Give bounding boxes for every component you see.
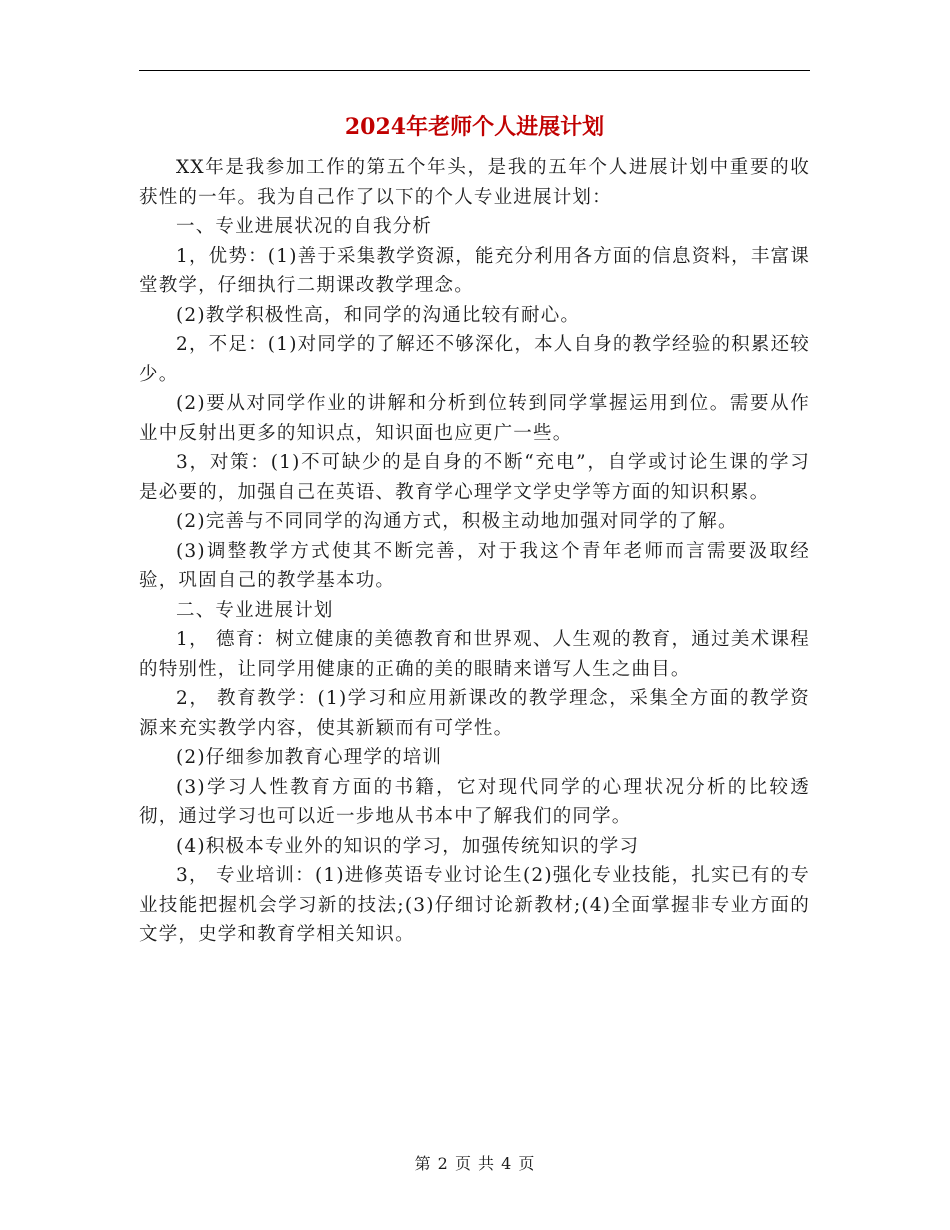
- paragraph-countermeasures-2: (2)完善与不同同学的沟通方式，积极主动地加强对同学的了解。: [176, 511, 738, 532]
- paragraph-weaknesses-2: (2)要从对同学作业的讲解和分析到位转到同学掌握运用到位。需要从作业中反射出更多的知识点，知识面也应更广一些。: [139, 393, 810, 444]
- section-heading-self-analysis: 一、专业进展状况的自我分析: [176, 216, 433, 237]
- paragraph-strengths-2: (2)教学积极性高，和同学的沟通比较有耐心。: [176, 304, 581, 326]
- section-heading-plan: 二、专业进展计划: [176, 599, 334, 621]
- paragraph-training: 3， 专业培训：(1)进修英语专业讨论生(2)强化专业技能，扎实已有的专业技能把握机会学习新的技法;(3)仔细讨论新教材;(4)全面掌握非专业方面的文学，史学和教育学相关知识。: [139, 865, 810, 945]
- footer-suffix: 页: [518, 1154, 536, 1173]
- header-rule: [139, 70, 810, 71]
- footer-middle: 页 共: [454, 1154, 496, 1173]
- paragraph-countermeasures-3: (3)调整教学方式使其不断完善，对于我这个青年老师而言需要汲取经验，巩固自己的教学基本功。: [139, 540, 810, 591]
- total-page-count: 4: [501, 1154, 513, 1173]
- document-title: 2024年老师个人进展计划: [344, 114, 605, 140]
- paragraph-teaching: 2， 教育教学：(1)学习和应用新课改的教学理念，采集全方面的教学资源来充实教学内容，使其新颖而有可学性。: [139, 688, 810, 739]
- paragraph-strengths: 1，优势：(1)善于采集教学资源，能充分利用各方面的信息资料，丰富课堂教学，仔细执行二期课改教学理念。: [139, 245, 810, 296]
- paragraph-teaching-3: (3)学习人性教育方面的书籍，它对现代同学的心理状况分析的比较透彻，通过学习也可以近一步地从书本中了解我们的同学。: [139, 776, 810, 827]
- paragraph-moral-education: 1， 德育：树立健康的美德教育和世界观、人生观的教育，通过美术课程的特别性，让同学用健康的正确的美的眼睛来谱写人生之曲目。: [139, 629, 810, 680]
- paragraph-teaching-4: (4)积极本专业外的知识的学习，加强传统知识的学习: [176, 835, 640, 857]
- footer-prefix: 第: [414, 1154, 432, 1173]
- paragraph-weaknesses: 2，不足：(1)对同学的了解还不够深化，本人自身的教学经验的积累还较少。: [139, 334, 810, 385]
- page-number-footer: [0, 1152, 950, 1176]
- paragraph-intro: XX年是我参加工作的第五个年头，是我的五年个人进展计划中重要的收获性的一年。我为自己作了以下的个人专业进展计划：: [139, 157, 810, 208]
- document-body: [139, 153, 810, 950]
- paragraph-teaching-2: (2)仔细参加教育心理学的培训: [176, 747, 443, 768]
- paragraph-countermeasures: 3，对策：(1)不可缺少的是自身的不断“充电”，自学或讨论生课的学习是必要的，加强自己在英语、教育学心理学文学史学等方面的知识积累。: [139, 452, 810, 503]
- current-page-number: 2: [437, 1154, 449, 1173]
